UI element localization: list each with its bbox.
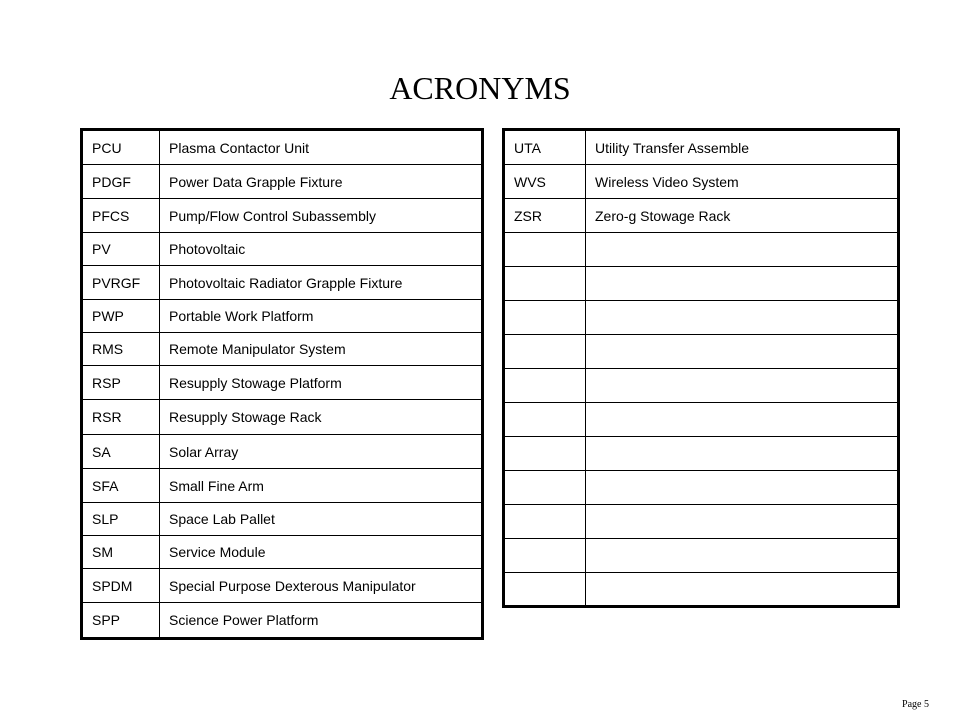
meaning-cell bbox=[586, 369, 899, 403]
meaning-cell: Photovoltaic bbox=[160, 233, 483, 266]
meaning-cell bbox=[586, 539, 899, 573]
table-row bbox=[504, 301, 899, 335]
meaning-cell: Wireless Video System bbox=[586, 165, 899, 199]
meaning-cell: Utility Transfer Assemble bbox=[586, 130, 899, 165]
table-row bbox=[82, 266, 483, 300]
table-row bbox=[82, 165, 483, 199]
table-row bbox=[82, 569, 483, 603]
meaning-cell: Space Lab Pallet bbox=[160, 503, 483, 536]
table-row bbox=[504, 437, 899, 471]
acronym-cell: RSR bbox=[82, 400, 160, 435]
acronym-cell bbox=[504, 233, 586, 267]
meaning-cell: Pump/Flow Control Subassembly bbox=[160, 199, 483, 233]
acronym-table-right bbox=[502, 128, 900, 608]
acronym-cell bbox=[504, 539, 586, 573]
table-row bbox=[82, 400, 483, 435]
table-row bbox=[504, 369, 899, 403]
meaning-cell bbox=[586, 233, 899, 267]
table-row bbox=[82, 300, 483, 333]
acronym-cell: PVRGF bbox=[82, 266, 160, 300]
table-row bbox=[504, 165, 899, 199]
table-row bbox=[504, 403, 899, 437]
acronym-cell: PCU bbox=[82, 130, 160, 165]
table-row bbox=[504, 471, 899, 505]
page-title: ACRONYMS bbox=[389, 70, 571, 106]
meaning-cell: Small Fine Arm bbox=[160, 469, 483, 503]
table-row bbox=[504, 335, 899, 369]
acronym-cell: SFA bbox=[82, 469, 160, 503]
table-row bbox=[82, 469, 483, 503]
meaning-cell bbox=[586, 335, 899, 369]
meaning-cell: Zero-g Stowage Rack bbox=[586, 199, 899, 233]
acronym-cell bbox=[504, 335, 586, 369]
page-number: Page 5 bbox=[902, 699, 929, 710]
acronym-cell bbox=[504, 471, 586, 505]
meaning-cell bbox=[586, 505, 899, 539]
meaning-cell bbox=[586, 471, 899, 505]
acronym-cell: PFCS bbox=[82, 199, 160, 233]
acronym-table-left bbox=[80, 128, 484, 640]
acronym-cell: SLP bbox=[82, 503, 160, 536]
acronym-cell bbox=[504, 437, 586, 471]
acronym-cell: RMS bbox=[82, 333, 160, 366]
table-row bbox=[82, 435, 483, 469]
table-row bbox=[82, 536, 483, 569]
acronym-cell: SPDM bbox=[82, 569, 160, 603]
meaning-cell: Special Purpose Dexterous Manipulator bbox=[160, 569, 483, 603]
meaning-cell: Photovoltaic Radiator Grapple Fixture bbox=[160, 266, 483, 300]
meaning-cell bbox=[586, 437, 899, 471]
acronym-cell: PV bbox=[82, 233, 160, 266]
acronym-cell: WVS bbox=[504, 165, 586, 199]
meaning-cell bbox=[586, 403, 899, 437]
table-row bbox=[82, 130, 483, 165]
meaning-cell: Resupply Stowage Platform bbox=[160, 366, 483, 400]
acronym-cell bbox=[504, 301, 586, 335]
meaning-cell: Remote Manipulator System bbox=[160, 333, 483, 366]
table-row bbox=[504, 199, 899, 233]
acronym-cell bbox=[504, 403, 586, 437]
table-row bbox=[504, 267, 899, 301]
acronym-cell: PDGF bbox=[82, 165, 160, 199]
meaning-cell: Science Power Platform bbox=[160, 603, 483, 639]
table-row bbox=[504, 573, 899, 607]
acronym-cell bbox=[504, 573, 586, 607]
table-row bbox=[82, 366, 483, 400]
acronym-cell bbox=[504, 267, 586, 301]
acronym-cell bbox=[504, 369, 586, 403]
table-row bbox=[504, 505, 899, 539]
table-row bbox=[504, 233, 899, 267]
acronym-cell: SM bbox=[82, 536, 160, 569]
meaning-cell: Portable Work Platform bbox=[160, 300, 483, 333]
meaning-cell: Service Module bbox=[160, 536, 483, 569]
acronym-cell: RSP bbox=[82, 366, 160, 400]
acronym-cell: SPP bbox=[82, 603, 160, 639]
meaning-cell: Plasma Contactor Unit bbox=[160, 130, 483, 165]
table-row bbox=[82, 503, 483, 536]
meaning-cell: Resupply Stowage Rack bbox=[160, 400, 483, 435]
table-row bbox=[82, 333, 483, 366]
meaning-cell: Solar Array bbox=[160, 435, 483, 469]
table-row bbox=[504, 539, 899, 573]
meaning-cell bbox=[586, 267, 899, 301]
table-row bbox=[504, 130, 899, 165]
acronym-cell: UTA bbox=[504, 130, 586, 165]
acronym-cell: PWP bbox=[82, 300, 160, 333]
meaning-cell bbox=[586, 301, 899, 335]
table-row bbox=[82, 233, 483, 266]
meaning-cell: Power Data Grapple Fixture bbox=[160, 165, 483, 199]
acronym-cell bbox=[504, 505, 586, 539]
acronym-cell: ZSR bbox=[504, 199, 586, 233]
table-row bbox=[82, 603, 483, 639]
table-row bbox=[82, 199, 483, 233]
acronym-cell: SA bbox=[82, 435, 160, 469]
meaning-cell bbox=[586, 573, 899, 607]
